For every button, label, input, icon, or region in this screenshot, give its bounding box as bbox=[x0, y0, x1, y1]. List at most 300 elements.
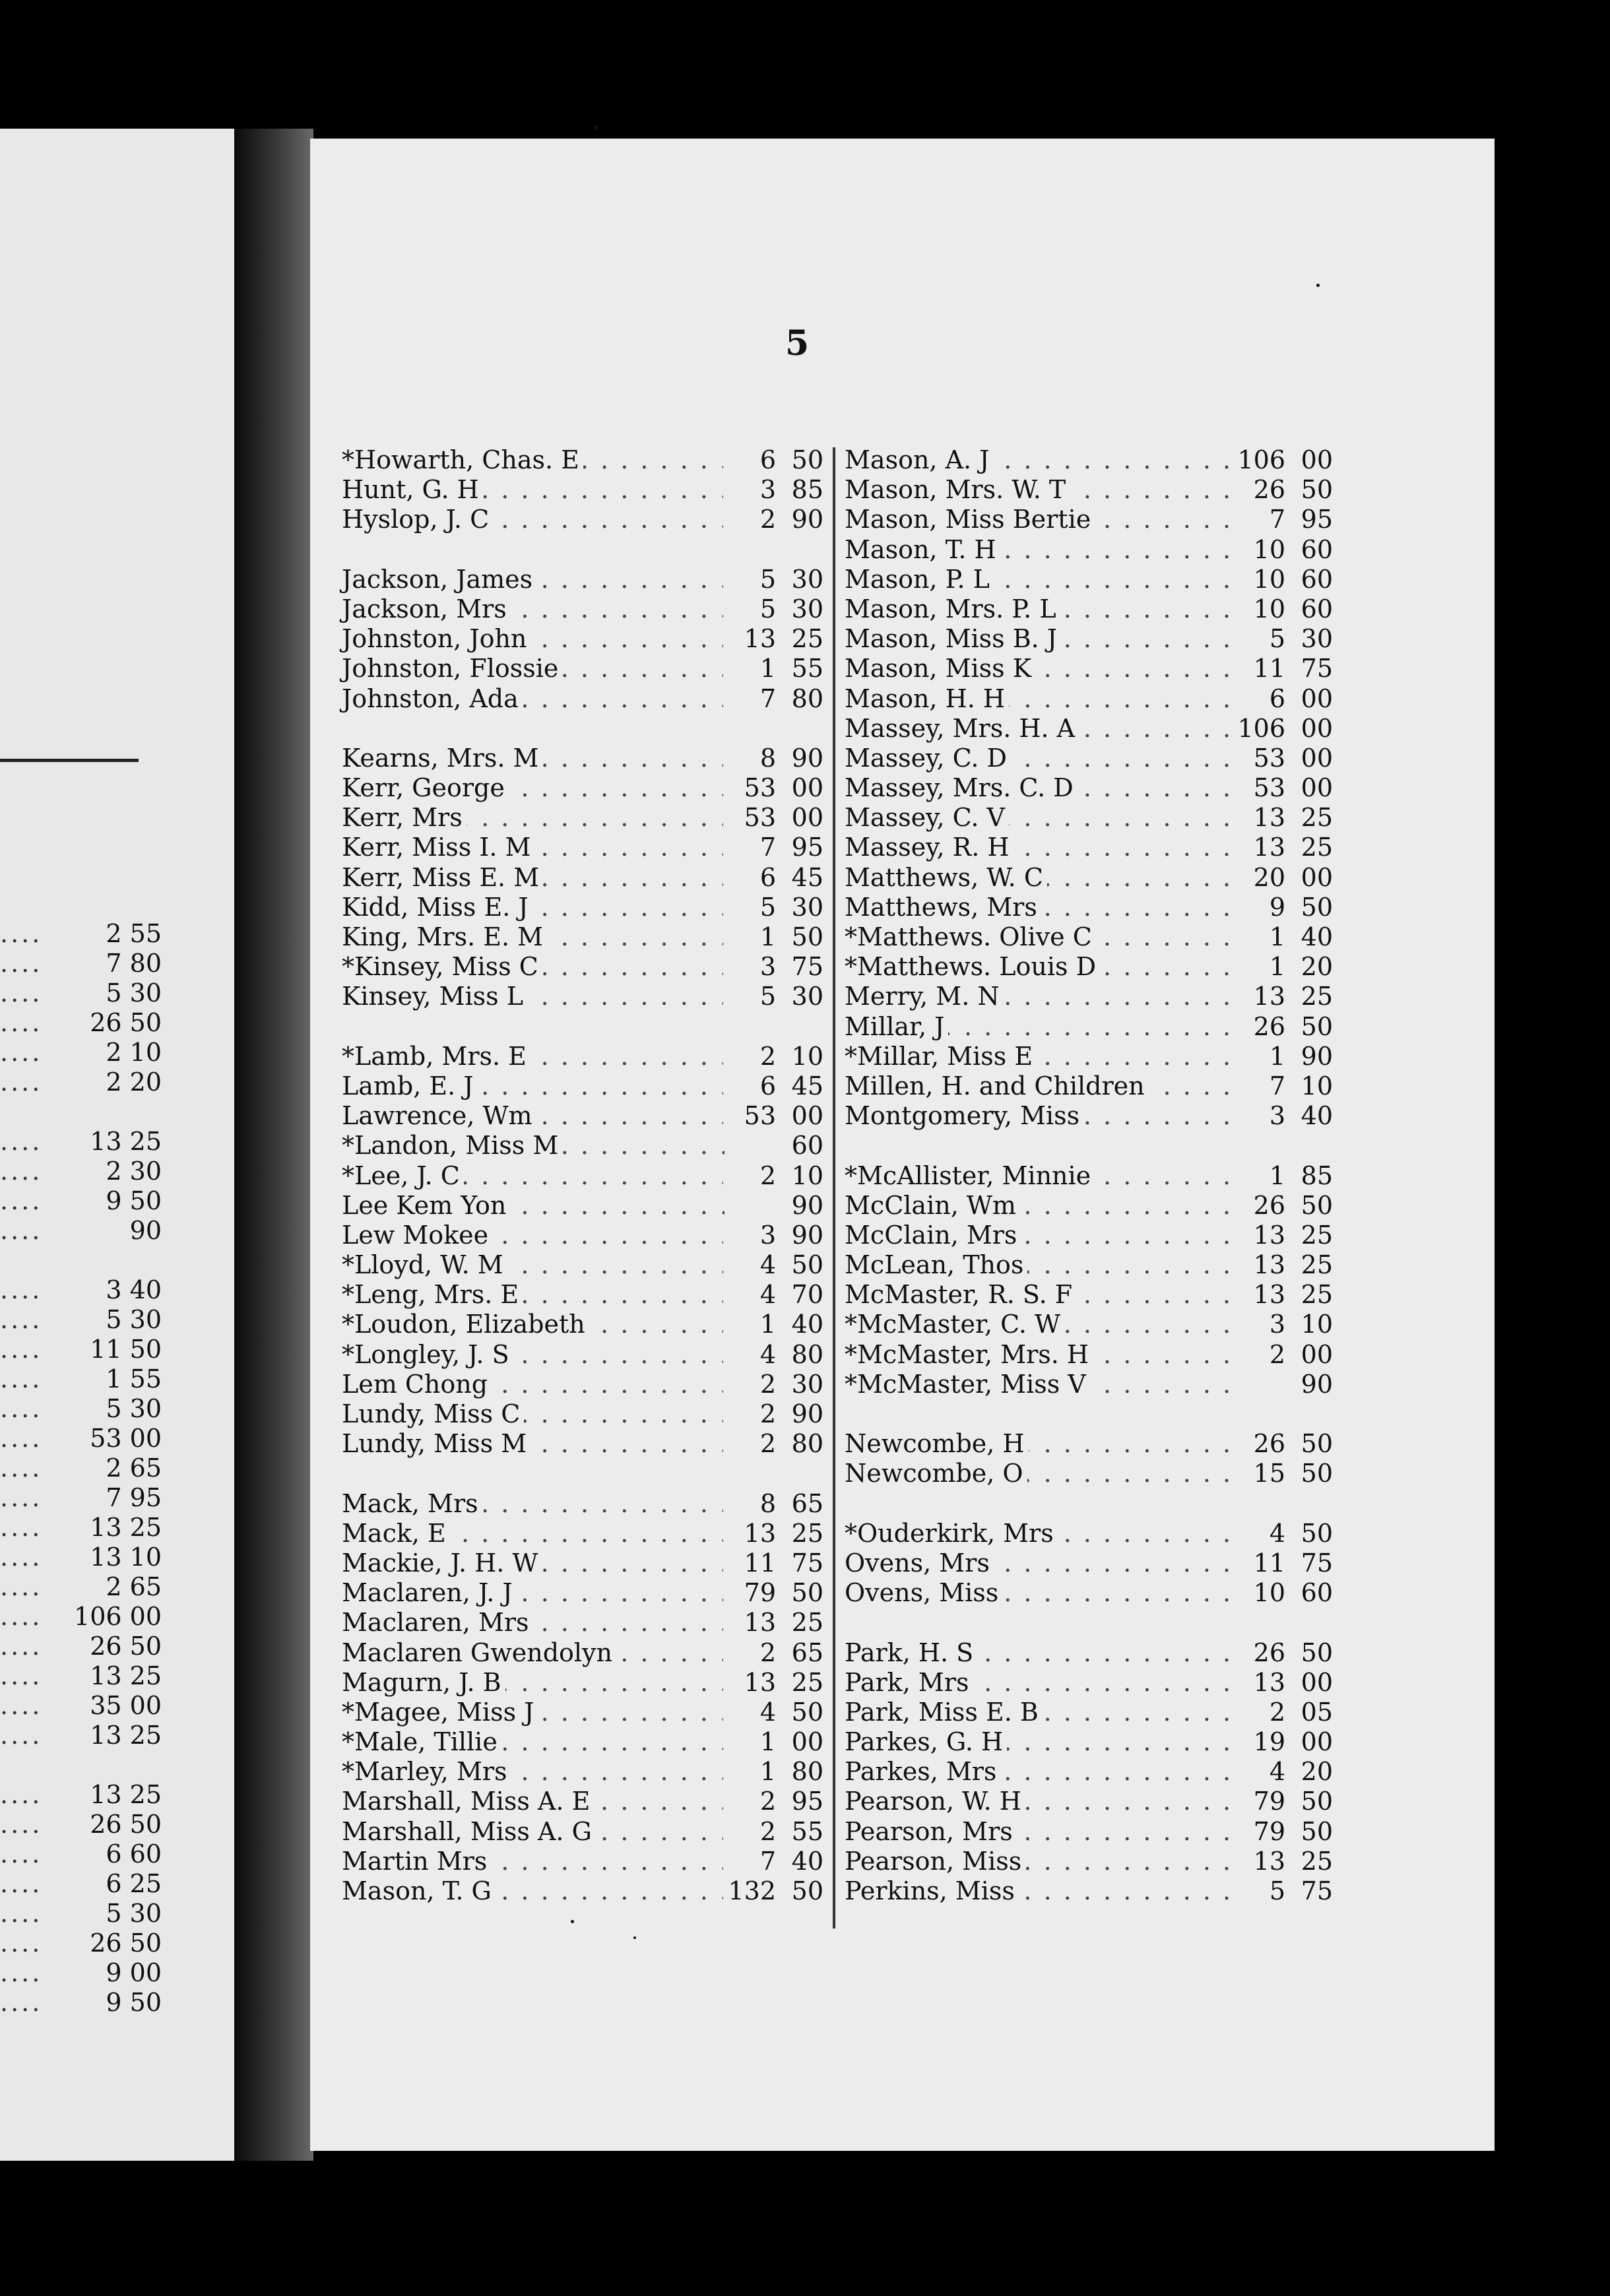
entry-cents: 10 bbox=[791, 1161, 823, 1190]
dot-leader: .... bbox=[0, 978, 43, 1007]
entry-name: Mason, T. H bbox=[845, 535, 1000, 565]
list-entry bbox=[845, 1012, 1333, 1042]
entry-dollars: 53 bbox=[1233, 744, 1285, 773]
entry-cents: 25 bbox=[1301, 833, 1333, 862]
dot-leader: .... bbox=[0, 1364, 43, 1393]
entry-cents: 75 bbox=[791, 1548, 823, 1578]
dot-leader: .... bbox=[0, 1394, 43, 1423]
entry-cents: 50 bbox=[1301, 1787, 1333, 1816]
entry-cents: 90 bbox=[791, 743, 823, 773]
amount-dollars: 13 bbox=[90, 1543, 122, 1572]
list-entry bbox=[845, 982, 1333, 1011]
amount-cents: 30 bbox=[129, 1899, 162, 1928]
amount-dollars: 5 bbox=[106, 1305, 122, 1334]
left-page-amount bbox=[106, 949, 162, 978]
list-entry bbox=[845, 893, 1333, 922]
entry-dollars: 15 bbox=[1233, 1459, 1285, 1488]
entry-dollars: 1 bbox=[723, 922, 776, 952]
entry-dollars: 13 bbox=[723, 1668, 776, 1698]
list-entry bbox=[845, 505, 1333, 534]
left-page-row bbox=[0, 1958, 162, 1988]
list-entry bbox=[342, 982, 823, 1011]
list-entry bbox=[845, 1668, 1333, 1698]
section-spacer bbox=[342, 714, 823, 744]
entry-cents: 90 bbox=[791, 505, 823, 534]
list-entry bbox=[845, 1191, 1333, 1221]
left-page-row bbox=[0, 1216, 162, 1246]
entry-cents: 75 bbox=[791, 952, 823, 982]
entry-dollars: 5 bbox=[723, 565, 776, 594]
entry-dollars: 53 bbox=[723, 1101, 776, 1131]
entry-cents: 00 bbox=[1301, 743, 1333, 773]
dot-leader: .... bbox=[0, 1216, 43, 1245]
entry-name: Magurn, J. B bbox=[342, 1668, 505, 1698]
list-entry bbox=[342, 1250, 823, 1280]
amount-cents: 00 bbox=[129, 1691, 162, 1720]
amount-dollars: 13 bbox=[90, 1513, 122, 1542]
entry-name: Massey, R. H bbox=[845, 833, 1014, 862]
list-entry bbox=[342, 1280, 823, 1310]
entry-cents: 40 bbox=[1301, 1101, 1333, 1131]
list-entry bbox=[845, 475, 1333, 505]
entry-name: *Matthews. Louis D bbox=[845, 952, 1100, 982]
list-entry bbox=[342, 505, 823, 534]
entry-dollars: 1 bbox=[723, 654, 776, 684]
entry-name: McClain, Mrs bbox=[845, 1221, 1021, 1250]
entry-name: Kinsey, Miss L bbox=[342, 982, 527, 1011]
amount-dollars: 26 bbox=[90, 1929, 122, 1958]
left-page-row bbox=[0, 1068, 162, 1097]
entry-name: Mason, H. H bbox=[845, 684, 1009, 714]
entry-dollars: 2 bbox=[1233, 1340, 1285, 1370]
amount-dollars: 13 bbox=[90, 1127, 122, 1156]
entry-cents: 25 bbox=[791, 1608, 823, 1638]
entry-name: Mackie, J. H. W bbox=[342, 1548, 542, 1578]
entry-name: Mason, Miss B. J bbox=[845, 624, 1061, 654]
left-page-row bbox=[0, 1305, 162, 1335]
entry-cents: 00 bbox=[1301, 713, 1333, 743]
left-page-amount bbox=[106, 978, 162, 1008]
amount-cents: 20 bbox=[129, 1068, 162, 1097]
left-page-amount bbox=[106, 1453, 162, 1483]
amount-dollars: 35 bbox=[90, 1691, 122, 1720]
entry-name: Maclaren Gwendolyn bbox=[342, 1638, 616, 1668]
amount-dollars: 2 bbox=[106, 919, 122, 948]
amount-cents: 65 bbox=[129, 1572, 162, 1601]
entry-cents: 10 bbox=[1301, 1071, 1333, 1100]
amount-cents: 90 bbox=[129, 1216, 162, 1245]
entry-cents: 75 bbox=[1301, 1876, 1333, 1905]
list-entry bbox=[342, 1578, 823, 1608]
amount-dollars: 2 bbox=[106, 1453, 122, 1483]
amount-cents: 50 bbox=[129, 1632, 162, 1661]
entry-dollars: 6 bbox=[723, 1071, 776, 1101]
entry-dollars: 7 bbox=[723, 833, 776, 862]
dot-leader: .... bbox=[0, 1513, 43, 1542]
left-page-amount bbox=[90, 1721, 162, 1750]
amount-cents: 30 bbox=[129, 1305, 162, 1334]
amount-dollars: 1 bbox=[106, 1364, 122, 1393]
entry-dollars: 132 bbox=[723, 1876, 776, 1906]
list-entry bbox=[845, 565, 1333, 594]
list-entry bbox=[845, 1519, 1333, 1548]
list-entry bbox=[845, 1727, 1333, 1757]
entry-dollars: 11 bbox=[1233, 1548, 1285, 1578]
amount-dollars: 13 bbox=[90, 1780, 122, 1809]
entry-dollars: 3 bbox=[723, 475, 776, 505]
entry-cents: 30 bbox=[791, 982, 823, 1011]
list-entry bbox=[845, 803, 1333, 833]
entry-dollars: 2 bbox=[1233, 1698, 1285, 1727]
entry-cents: 00 bbox=[791, 773, 823, 803]
amount-dollars: 6 bbox=[106, 1839, 122, 1868]
entry-cents: 50 bbox=[1301, 892, 1333, 922]
left-page-row bbox=[0, 1632, 162, 1661]
left-page-row bbox=[0, 1186, 162, 1216]
entry-dollars: 2 bbox=[723, 1370, 776, 1399]
entry-name: *Howarth, Chas. E bbox=[342, 445, 583, 475]
entry-name: Massey, C. D bbox=[845, 744, 1011, 773]
dot-leader: .... bbox=[0, 1691, 43, 1720]
left-page-amount bbox=[106, 1572, 162, 1602]
entry-name: *Leng, Mrs. E bbox=[342, 1280, 523, 1310]
entry-dollars: 2 bbox=[723, 1161, 776, 1191]
entry-cents: 80 bbox=[791, 1757, 823, 1787]
entry-dollars: 1 bbox=[723, 1757, 776, 1787]
entry-cents: 50 bbox=[1301, 1190, 1333, 1220]
entry-name: Millen, H. and Children bbox=[845, 1071, 1149, 1101]
dot-leader: .... bbox=[0, 1632, 43, 1661]
subscriber-list-right-column bbox=[845, 445, 1333, 1906]
entry-dollars: 4 bbox=[723, 1280, 776, 1310]
entry-dollars: 20 bbox=[1233, 863, 1285, 893]
entry-name: Newcombe, O bbox=[845, 1459, 1027, 1488]
entry-name: Marshall, Miss A. E bbox=[342, 1787, 594, 1816]
list-entry bbox=[342, 1071, 823, 1101]
amount-cents: 10 bbox=[129, 1543, 162, 1572]
entry-dollars: 79 bbox=[723, 1578, 776, 1608]
entry-cents: 90 bbox=[791, 1220, 823, 1250]
entry-cents: 50 bbox=[791, 1578, 823, 1608]
entry-cents: 00 bbox=[791, 803, 823, 833]
dot-leader: .... bbox=[0, 1335, 43, 1364]
entry-name: Kidd, Miss E. J bbox=[342, 893, 532, 922]
left-page-amount bbox=[106, 1364, 162, 1394]
entry-cents: 50 bbox=[1301, 1011, 1333, 1041]
entry-dollars: 8 bbox=[723, 1489, 776, 1519]
amount-cents: 65 bbox=[129, 1453, 162, 1483]
dot-leader: .... bbox=[0, 1810, 43, 1839]
entry-cents: 30 bbox=[791, 892, 823, 922]
amount-cents: 25 bbox=[129, 1661, 162, 1690]
entry-cents: 50 bbox=[791, 1876, 823, 1905]
amount-cents: 55 bbox=[129, 919, 162, 948]
entry-name: *Landon, Miss M bbox=[342, 1131, 562, 1161]
list-entry bbox=[845, 1370, 1333, 1399]
list-entry bbox=[845, 773, 1333, 803]
entry-dollars: 13 bbox=[1233, 803, 1285, 833]
entry-name: Pearson, W. H bbox=[845, 1787, 1025, 1816]
amount-dollars: 26 bbox=[90, 1008, 122, 1037]
entry-dollars: 13 bbox=[1233, 1847, 1285, 1876]
dot-leader: .... bbox=[0, 949, 43, 978]
amount-dollars: 9 bbox=[106, 1958, 122, 1987]
entry-cents: 20 bbox=[1301, 1757, 1333, 1787]
entry-dollars: 53 bbox=[723, 803, 776, 833]
entry-name: Lew Mokee bbox=[342, 1221, 492, 1250]
entry-dollars: 2 bbox=[723, 1638, 776, 1668]
list-entry bbox=[845, 1161, 1333, 1191]
dot-leader: .... bbox=[0, 1543, 43, 1572]
entry-name: *Longley, J. S bbox=[342, 1340, 513, 1370]
entry-name: *Lee, J. C bbox=[342, 1161, 464, 1191]
list-entry bbox=[342, 1638, 823, 1668]
entry-name: Park, Mrs bbox=[845, 1668, 973, 1698]
list-entry bbox=[845, 684, 1333, 714]
list-entry bbox=[342, 1608, 823, 1638]
entry-dollars: 6 bbox=[723, 445, 776, 475]
entry-cents: 60 bbox=[1301, 1578, 1333, 1608]
entry-cents: 60 bbox=[1301, 534, 1333, 564]
list-entry bbox=[845, 1548, 1333, 1578]
entry-name: Johnston, Ada bbox=[342, 684, 523, 714]
entry-name: Maclaren, J. J bbox=[342, 1578, 517, 1608]
entry-dollars: 1 bbox=[1233, 1161, 1285, 1191]
dot-leader: .... bbox=[0, 1038, 43, 1067]
amount-cents: 25 bbox=[129, 1513, 162, 1542]
entry-cents: 75 bbox=[1301, 654, 1333, 684]
left-page-row bbox=[0, 949, 162, 978]
entry-cents: 30 bbox=[791, 594, 823, 623]
speck bbox=[1316, 284, 1320, 287]
entry-cents: 00 bbox=[1301, 684, 1333, 713]
entry-cents: 50 bbox=[791, 1697, 823, 1727]
entry-cents: 25 bbox=[1301, 1280, 1333, 1310]
entry-cents: 60 bbox=[1301, 594, 1333, 623]
left-page-amount bbox=[106, 1275, 162, 1305]
list-entry bbox=[342, 863, 823, 893]
left-page-row bbox=[0, 1335, 162, 1364]
list-entry bbox=[845, 952, 1333, 982]
entry-cents: 00 bbox=[791, 1101, 823, 1131]
entry-name: Massey, Mrs. C. D bbox=[845, 773, 1078, 803]
entry-cents: 95 bbox=[1301, 505, 1333, 534]
entry-cents: 20 bbox=[1301, 952, 1333, 982]
entry-name: *Magee, Miss J bbox=[342, 1698, 538, 1727]
entry-name: Kerr, George bbox=[342, 773, 509, 803]
list-entry bbox=[342, 1042, 823, 1071]
left-page-amount bbox=[90, 1008, 162, 1038]
entry-cents: 05 bbox=[1301, 1697, 1333, 1727]
left-page-row bbox=[0, 1988, 162, 2018]
list-entry bbox=[845, 1459, 1333, 1488]
amount-cents: 25 bbox=[129, 1127, 162, 1156]
left-page-row bbox=[0, 1424, 162, 1453]
list-entry bbox=[342, 803, 823, 833]
entry-dollars: 13 bbox=[1233, 1668, 1285, 1698]
dot-leader: .... bbox=[0, 1008, 43, 1037]
entry-cents: 40 bbox=[791, 1310, 823, 1339]
entry-name: King, Mrs. E. M bbox=[342, 922, 547, 952]
list-entry bbox=[845, 1876, 1333, 1906]
entry-name: Hunt, G. H bbox=[342, 475, 483, 505]
section-spacer bbox=[342, 535, 823, 565]
entry-dollars: 5 bbox=[1233, 1876, 1285, 1906]
entry-name: Maclaren, Mrs bbox=[342, 1608, 533, 1638]
amount-cents: 50 bbox=[129, 1988, 162, 2017]
amount-dollars: 13 bbox=[90, 1661, 122, 1690]
entry-name: Massey, Mrs. H. A bbox=[845, 714, 1079, 744]
list-entry bbox=[845, 1071, 1333, 1101]
dot-leader: .... bbox=[0, 1068, 43, 1097]
entry-dollars: 4 bbox=[723, 1698, 776, 1727]
list-entry bbox=[342, 1817, 823, 1847]
section-spacer bbox=[845, 1489, 1333, 1519]
left-page-amount bbox=[90, 1543, 162, 1572]
entry-dollars: 106 bbox=[1233, 445, 1285, 475]
list-entry bbox=[845, 1221, 1333, 1250]
entry-cents: 40 bbox=[791, 1846, 823, 1876]
entry-name: Kerr, Mrs bbox=[342, 803, 467, 833]
list-entry bbox=[342, 565, 823, 594]
left-page-amount bbox=[106, 1068, 162, 1097]
entry-cents: 95 bbox=[791, 1787, 823, 1816]
amount-dollars: 106 bbox=[74, 1602, 122, 1631]
entry-cents: 10 bbox=[791, 1041, 823, 1071]
section-spacer bbox=[845, 1399, 1333, 1429]
entry-cents: 25 bbox=[1301, 1846, 1333, 1876]
entry-name: Martin Mrs bbox=[342, 1847, 491, 1876]
entry-dollars: 53 bbox=[1233, 773, 1285, 803]
entry-cents: 25 bbox=[791, 1667, 823, 1697]
left-page-row bbox=[0, 1869, 162, 1899]
entry-dollars: 13 bbox=[1233, 1250, 1285, 1280]
entry-name: Park, Miss E. B bbox=[845, 1698, 1043, 1727]
entry-dollars: 79 bbox=[1233, 1787, 1285, 1816]
list-entry bbox=[845, 445, 1333, 475]
list-entry bbox=[845, 863, 1333, 893]
entry-name: Newcombe, H bbox=[845, 1429, 1029, 1459]
list-entry bbox=[342, 1429, 823, 1459]
entry-cents: 75 bbox=[1301, 1548, 1333, 1578]
entry-name: Pearson, Mrs bbox=[845, 1817, 1017, 1847]
dot-leader: .... bbox=[0, 1305, 43, 1334]
book-gutter bbox=[234, 129, 313, 2161]
entry-dollars: 3 bbox=[723, 1221, 776, 1250]
entry-name: Kerr, Miss E. M bbox=[342, 863, 543, 893]
entry-cents: 25 bbox=[1301, 803, 1333, 833]
entry-name: *Kinsey, Miss C bbox=[342, 952, 542, 982]
entry-dollars: 10 bbox=[1233, 565, 1285, 594]
entry-cents: 30 bbox=[1301, 624, 1333, 654]
entry-cents: 00 bbox=[1301, 773, 1333, 803]
list-entry bbox=[342, 1399, 823, 1429]
entry-name: Matthews, Mrs bbox=[845, 893, 1041, 922]
entry-name: Millar, J bbox=[845, 1012, 948, 1042]
entry-name: *Male, Tillie bbox=[342, 1727, 501, 1757]
amount-dollars: 2 bbox=[106, 1572, 122, 1601]
left-page-amount bbox=[90, 1661, 162, 1691]
list-entry bbox=[342, 1489, 823, 1519]
left-page-amount bbox=[90, 1127, 162, 1157]
entry-name: Massey, C. V bbox=[845, 803, 1009, 833]
entry-dollars: 53 bbox=[723, 773, 776, 803]
entry-name: Mason, Mrs. P. L bbox=[845, 594, 1060, 624]
entry-name: *McAllister, Minnie bbox=[845, 1161, 1095, 1191]
entry-name: Lundy, Miss M bbox=[342, 1429, 531, 1459]
entry-dollars: 3 bbox=[1233, 1310, 1285, 1339]
list-entry bbox=[845, 1250, 1333, 1280]
dot-leader: .... bbox=[0, 1988, 43, 2017]
left-page-row bbox=[0, 1513, 162, 1543]
entry-name: Ovens, Miss bbox=[845, 1578, 1002, 1608]
entry-name: *Millar, Miss E bbox=[845, 1042, 1037, 1071]
entry-cents: 30 bbox=[791, 1369, 823, 1399]
section-rule bbox=[0, 759, 139, 762]
dot-leader: .... bbox=[0, 1661, 43, 1690]
entry-name: *Lamb, Mrs. E bbox=[342, 1042, 531, 1071]
entry-name: Lawrence, Wm bbox=[342, 1101, 536, 1131]
list-entry bbox=[342, 1310, 823, 1339]
left-page-amount bbox=[106, 1839, 162, 1869]
list-entry bbox=[342, 1727, 823, 1757]
entry-name: Perkins, Miss bbox=[845, 1876, 1019, 1906]
dot-leader: .... bbox=[0, 1869, 43, 1898]
entry-name: Kerr, Miss I. M bbox=[342, 833, 534, 862]
entry-dollars: 3 bbox=[1233, 1101, 1285, 1131]
section-spacer bbox=[342, 1012, 823, 1042]
entry-name: Lundy, Miss C bbox=[342, 1399, 524, 1429]
entry-name: Mack, Mrs bbox=[342, 1489, 482, 1519]
entry-cents: 90 bbox=[1301, 1369, 1333, 1399]
dot-leader: .... bbox=[0, 1424, 43, 1453]
left-page-amount bbox=[90, 1780, 162, 1810]
entry-name: *McMaster, Miss V bbox=[845, 1370, 1090, 1399]
dot-leader: .... bbox=[0, 1839, 43, 1868]
amount-dollars: 26 bbox=[90, 1632, 122, 1661]
entry-name: Parkes, Mrs bbox=[845, 1757, 1000, 1787]
entry-dollars: 4 bbox=[1233, 1757, 1285, 1787]
entry-name: Mason, Miss Bertie bbox=[845, 505, 1095, 534]
amount-dollars: 53 bbox=[90, 1424, 122, 1453]
left-page-row bbox=[0, 1364, 162, 1394]
left-page-amount bbox=[106, 1869, 162, 1899]
list-entry bbox=[342, 952, 823, 982]
entry-cents: 80 bbox=[791, 684, 823, 713]
entry-cents: 50 bbox=[1301, 1638, 1333, 1667]
speck bbox=[594, 125, 598, 129]
left-page-row bbox=[0, 1246, 162, 1275]
entry-cents: 50 bbox=[1301, 1518, 1333, 1548]
entry-name: Park, H. S bbox=[845, 1638, 977, 1668]
left-page-amount bbox=[106, 919, 162, 949]
list-entry bbox=[342, 1757, 823, 1787]
section-spacer bbox=[845, 1131, 1333, 1161]
entry-cents: 55 bbox=[791, 654, 823, 684]
entry-cents: 50 bbox=[791, 1250, 823, 1280]
dot-leader: .... bbox=[0, 1929, 43, 1958]
dot-leader: .... bbox=[0, 919, 43, 948]
amount-cents: 25 bbox=[129, 1780, 162, 1809]
list-entry bbox=[342, 624, 823, 654]
list-entry bbox=[342, 1131, 823, 1161]
entry-name: McMaster, R. S. F bbox=[845, 1280, 1076, 1310]
entry-name: Mason, Miss K bbox=[845, 654, 1035, 684]
amount-dollars: 5 bbox=[106, 1394, 122, 1423]
entry-cents: 80 bbox=[791, 1429, 823, 1459]
amount-cents: 95 bbox=[129, 1483, 162, 1512]
entry-cents: 60 bbox=[1301, 564, 1333, 594]
